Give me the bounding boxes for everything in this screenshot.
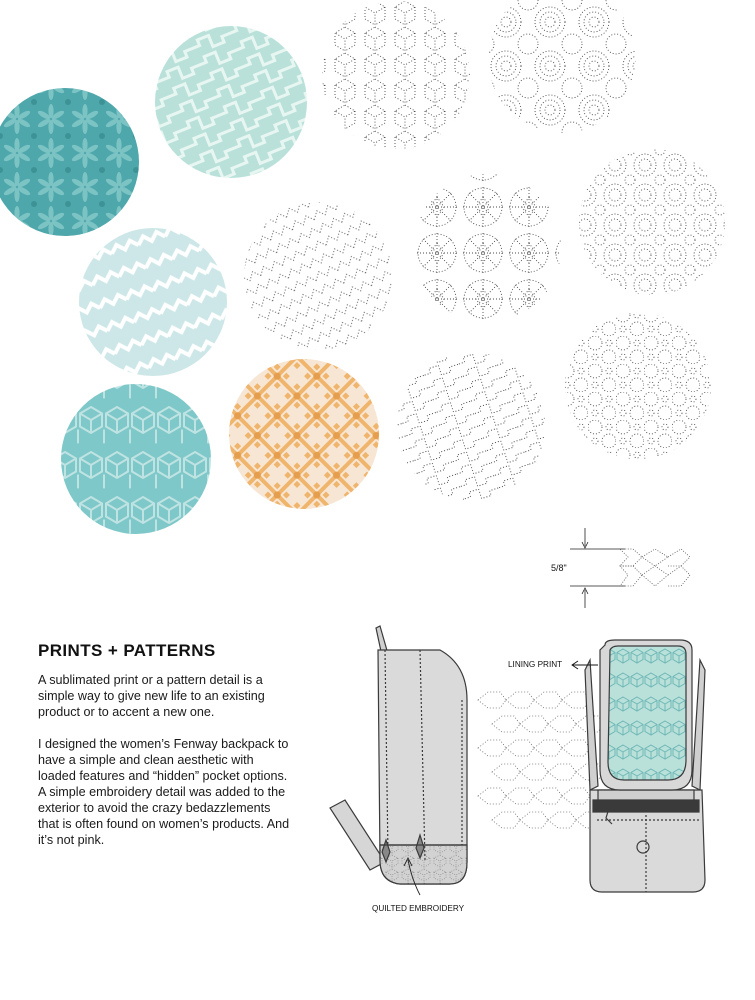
swatch-dotted-wave bbox=[397, 352, 545, 500]
intro-paragraph: A sublimated print or a pattern detail is a simple way to give new life to an existing product or to accent a new one. bbox=[38, 673, 265, 719]
embroidery-motif bbox=[520, 716, 548, 732]
swatch-teal-cube bbox=[61, 384, 211, 534]
quilted-embroidery-label: QUILTED EMBROIDERY bbox=[372, 904, 465, 913]
design-paragraph: I designed the women’s Fenway backpack to have a simple and clean aesthetic with loaded features and “hidden” pocket options. A simple embroidery detail was added to the exterior to avoid the crazy bedazzlements that is often found on women’s products. And it’s not pink. bbox=[38, 737, 290, 847]
swatch-dotted-swirl bbox=[488, 0, 636, 133]
embroidery-motif bbox=[534, 692, 562, 708]
embroidery-pattern-detail bbox=[478, 692, 604, 828]
embroidery-motif bbox=[534, 788, 562, 804]
embroidery-motif bbox=[534, 740, 562, 756]
swatch-orange-lattice bbox=[229, 359, 379, 509]
embroidery-motif bbox=[520, 812, 548, 828]
backpack-front-view bbox=[585, 640, 705, 892]
swatch-teal-flower bbox=[0, 88, 139, 236]
lining-arrow bbox=[572, 661, 598, 669]
embroidery-motif bbox=[478, 788, 506, 804]
embroidery-motif bbox=[506, 740, 534, 756]
embroidery-motif bbox=[492, 812, 520, 828]
backpack-side-view bbox=[330, 626, 467, 895]
section-heading: PRINTS + PATTERNS bbox=[38, 641, 216, 660]
embroidery-motif bbox=[548, 812, 576, 828]
swatch-light-chevron bbox=[79, 228, 227, 376]
swatch-mint-wave bbox=[155, 26, 307, 178]
embroidery-motif bbox=[520, 764, 548, 780]
embroidery-motif bbox=[492, 716, 520, 732]
swatch-dotted-star bbox=[413, 174, 561, 322]
swatch-dotted-circles bbox=[579, 149, 725, 295]
embroidery-motif bbox=[562, 740, 590, 756]
embroidery-motif bbox=[562, 788, 590, 804]
lining-print-label: LINING PRINT bbox=[508, 660, 563, 669]
embroidery-motif bbox=[506, 788, 534, 804]
swatch-dotted-zigzag bbox=[244, 202, 392, 350]
embroidery-motif bbox=[492, 764, 520, 780]
embroidery-motif bbox=[478, 692, 506, 708]
embroidery-motif bbox=[506, 692, 534, 708]
embroidery-motif bbox=[548, 764, 576, 780]
embroidery-motif bbox=[548, 716, 576, 732]
swatch-dotted-diamond bbox=[322, 1, 470, 149]
swatch-dotted-rings bbox=[565, 313, 711, 459]
embroidery-motif bbox=[478, 740, 506, 756]
dimension-detail bbox=[570, 528, 690, 608]
measurement-label: 5/8" bbox=[551, 563, 567, 573]
